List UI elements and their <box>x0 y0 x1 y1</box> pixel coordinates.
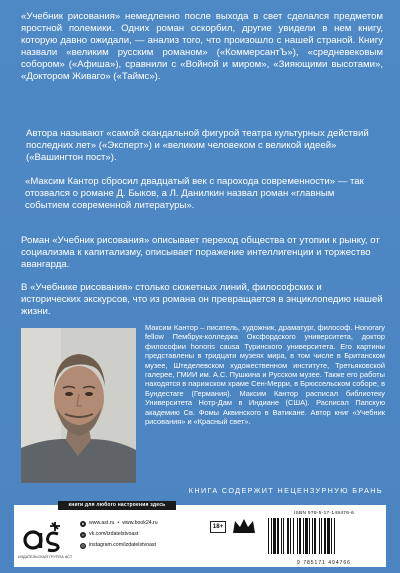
publisher-slogan: книги для любого настроения здесь <box>58 501 176 510</box>
author-portrait-image <box>21 328 136 483</box>
website-link-1[interactable]: www.ast.ru <box>89 520 115 526</box>
barcode-bar <box>283 518 284 554</box>
description-paragraph-1 <box>21 11 383 84</box>
review-quote-paragraph <box>25 176 381 212</box>
barcode-bar <box>334 518 335 554</box>
imprint-name: ИЗДАТЕЛЬСКАЯ ГРУППА АСТ <box>18 555 73 559</box>
barcode-bar <box>321 518 322 554</box>
barcode-bar <box>312 518 313 554</box>
barcode-bar <box>327 518 330 554</box>
ast-logo-icon <box>22 519 66 553</box>
barcode-bar <box>299 518 301 554</box>
social-link-vk[interactable]: vk.com/izdatelstvoast <box>89 531 139 537</box>
globe-icon: ● <box>81 520 85 526</box>
barcode-graphic <box>266 518 370 554</box>
vk-icon: v <box>82 531 84 537</box>
paragraph-text: Автора называют «самой скандальной фигурой театра культурных действий последних лет» («Эксперт») и «великим человеком с великой идеей» («Вашингтон пост»). <box>26 128 369 164</box>
barcode-bar <box>314 518 316 554</box>
paragraph-text: «Максим Кантор сбросил двадцатый век с парохода современности» — так отозвался о романе Д. Быков, а Л. Данилкин назвал роман «главным событием современной литературы». <box>25 176 364 212</box>
barcode-bar <box>297 518 298 554</box>
website-link-2[interactable]: www.book24.ru <box>122 520 158 526</box>
description-paragraph-4 <box>21 235 383 271</box>
paragraph-text: Роман «Учебник рисования» описывает переход общества от утопии к рынку, от социализма к капитализму, описывает поражение интеллигенции и торжество авангарда. <box>21 235 380 271</box>
barcode-bar <box>319 518 320 554</box>
barcode-bar <box>281 518 282 554</box>
social-row-2 <box>80 540 158 551</box>
social-row-1 <box>80 529 158 540</box>
paragraph-text: «Учебник рисования» немедленно после выхода в свет сделался предметом яростной полемики. Одних роман оскорбил, другие увидели в нем книгу, которую давно ожидали, — анализ того, что произошло с нашей страной. Книгу назвали «великим русским романом» («КоммерсантЪ»), «средневековым собором» («Афиша»), сравнили с «Войной и миром», «Зияющими высотами», «Доктором Живаго» («Таймс»). <box>21 11 383 83</box>
website-row <box>80 518 158 529</box>
censorship-notice: КНИГА СОДЕРЖИТ НЕЦЕНЗУРНУЮ БРАНЬ <box>188 486 383 495</box>
barcode-bar <box>290 518 291 554</box>
barcode-bar <box>324 518 326 554</box>
instagram-icon: ◎ <box>81 542 85 548</box>
barcode-bar <box>277 518 279 554</box>
age-rating-badge: 18+ <box>210 521 226 533</box>
publisher-crown-icon <box>232 517 256 535</box>
paragraph-text: В «Учебнике рисования» столько сюжетных линий, философских и исторических экскурсов, что из романа он превращается в энциклопедию нашей жизни. <box>21 282 383 318</box>
barcode-bar <box>287 518 289 554</box>
description-paragraph-2 <box>26 128 382 164</box>
divider: • <box>117 520 120 526</box>
barcode-bar <box>271 518 272 554</box>
imprint-panel <box>14 502 386 567</box>
barcode-bar <box>293 518 294 554</box>
barcode-block <box>266 511 382 565</box>
author-bio: Максим Кантор – писатель, художник, драматург, философ. Honorary fellow Пембрук-колледжа Оксфордского университета, доктор философии honoris causa Туринского университета. Его картины представлены в тридцати музеях мира, в том числе в Британском музее, Штеделевском художественном институте, Третьяковской галерее, ГМИИ им. А.С. Пушкина и Русском музее. Также его работы находятся в парижском храме Сен-Мерри, в Брюссельском соборе, в Бундестаге (Германия). Максим Кантор расписал библиотеку Университета Нотр-Дам в Индиане (США). Расписал Папскую академию Св. Фомы Аквинского в Ватикане. Автор книг «Учебник рисования» и «Красный свет». <box>145 323 385 427</box>
description-paragraph-5 <box>21 282 383 318</box>
barcode-bar <box>309 518 310 554</box>
barcode-bar <box>268 518 269 554</box>
barcode-number: 9 785171 494766 <box>297 560 351 566</box>
author-photo <box>21 328 136 483</box>
barcode-bar <box>273 518 276 554</box>
isbn-text: ISBN 978-5-17-149476-6 <box>293 511 355 516</box>
social-link-instagram[interactable]: instagram.com/izdatelstvoast <box>89 542 156 548</box>
barcode-bar <box>331 518 332 554</box>
barcode-bar <box>305 518 308 554</box>
publisher-links <box>80 518 158 551</box>
barcode-bar <box>303 518 304 554</box>
